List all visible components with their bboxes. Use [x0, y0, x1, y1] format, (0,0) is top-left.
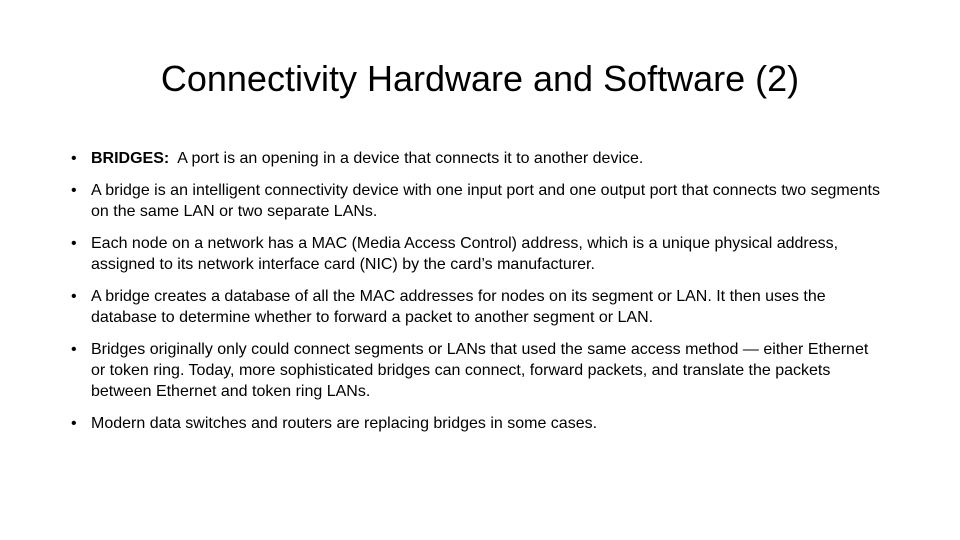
bullet-dot: •: [71, 235, 77, 252]
bridges-heading: BRIDGES:: [91, 150, 170, 167]
slide-title: Connectivity Hardware and Software (2): [160, 58, 800, 99]
bullet-text-pre: A: [91, 182, 106, 199]
bullet-text-gap: A: [169, 150, 192, 167]
bullet-item-mac-database: [71, 286, 881, 328]
term-bridge: bridge: [105, 182, 150, 199]
bullet-text: Bridges originally only could connect segments or LANs that used the same access method — either Ethernet or token ring. Today, more sophisticated bridges can connect, forward packets, and translate the packets between Ethernet and token ring LANs.: [91, 341, 869, 400]
term-mac-address: MAC (Media Access Control) address: [311, 235, 579, 252]
bullet-item-mac-address: [71, 233, 881, 275]
bullet-dot: •: [71, 150, 77, 167]
bullet-text: Modern data switches and routers are replacing bridges in some cases.: [91, 415, 598, 432]
bullet-text: is an intelligent connectivity device with one input port and one output port that connects two segments on the same LAN or two separate LANs.: [91, 182, 880, 220]
bullet-item-access-method: [71, 339, 881, 402]
bullet-item-bridges: [71, 148, 881, 169]
bullet-dot: •: [71, 288, 77, 305]
bullet-text: is an opening in a device that connects it to another device.: [219, 150, 644, 167]
bullet-text: , which is a unique physical address, assigned to its network interface card (NIC) by the card’s manufacturer.: [91, 235, 839, 273]
bullet-dot: •: [71, 415, 77, 432]
bullet-dot: •: [71, 341, 77, 358]
bullet-text-pre: Each node on a network has a: [91, 235, 312, 252]
bullet-item-bridge-definition: [71, 180, 881, 222]
bullet-list: [71, 148, 881, 445]
bullet-text: A bridge creates a database of all the MAC addresses for nodes on its segment or LAN. It then uses the database to determine whether to forward a packet to another segment or LAN.: [91, 288, 826, 326]
bullet-item-modern-switches: [71, 413, 881, 434]
term-port: port: [191, 150, 220, 167]
bullet-dot: •: [71, 182, 77, 199]
